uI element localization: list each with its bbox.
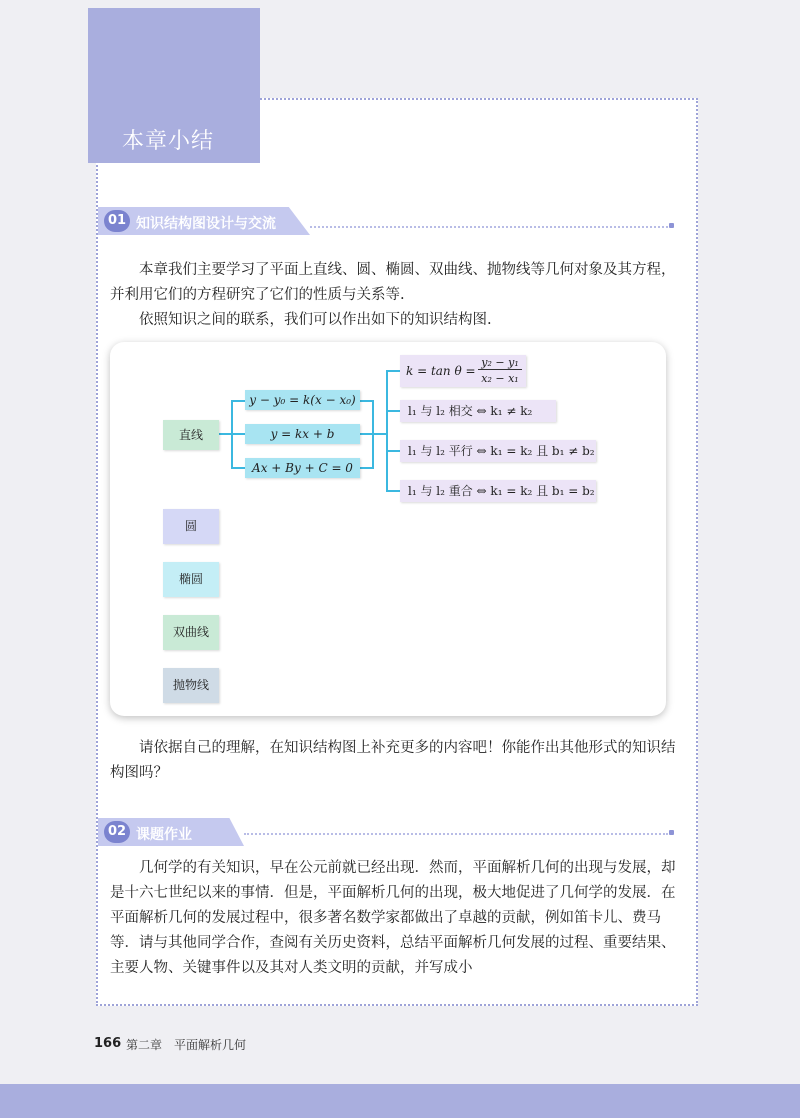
node-lines-intersect: l₁ 与 l₂ 相交 ⇔ k₁ ≠ k₂ (400, 400, 556, 422)
connector (231, 433, 245, 435)
connector (386, 370, 400, 372)
section1-paragraph-2: 依照知识之间的联系，我们可以作出如下的知识结构图. (139, 312, 492, 328)
node-line: 直线 (163, 420, 219, 450)
section2-dot (669, 830, 674, 835)
connector (386, 490, 400, 492)
node-slope-intercept-equation: y = kx + b (245, 424, 360, 444)
section1-paragraph-1: 本章我们主要学习了平面上直线、圆、椭圆、双曲线、抛物线等几何对象及其方程，并利用它们的方程研究了它们的性质与关系等. (110, 262, 676, 303)
slope-formula-denominator: x₂ − x₁ (481, 372, 519, 385)
connector (360, 400, 372, 402)
node-hyperbola: 双曲线 (163, 615, 219, 650)
knowledge-structure-diagram (110, 342, 666, 716)
connector (360, 433, 372, 435)
section1-dot (669, 223, 674, 228)
connector (360, 467, 372, 469)
footer-bar (0, 1084, 800, 1118)
section2-number: 02 (104, 821, 130, 843)
connector (386, 370, 388, 491)
section2-paragraph: 几何学的有关知识，早在公元前就已经出现．然而，平面解析几何的出现与发展，却是十六七世纪以来的事情．但是，平面解析几何的出现，极大地促进了几何学的发展．在平面解析几何的发展过程中，很多著名数学家都做出了卓越的贡献，例如笛卡儿、费马等．请与其他同学合作，查阅有关历史资料，总结平面解析几何发展的过程、重要结果、主要人物、关键事件以及其对人类文明的贡献，并写成小 (110, 860, 676, 976)
connector (386, 450, 400, 452)
node-ellipse: 椭圆 (163, 562, 219, 597)
section1-text (110, 258, 682, 333)
section1-number: 01 (104, 210, 130, 232)
section1-title: 知识结构图设计与交流 (136, 216, 276, 232)
slope-formula-lhs: k = tan θ = (406, 364, 476, 378)
connector (219, 433, 231, 435)
section2-text (110, 856, 682, 998)
node-slope-formula (400, 355, 526, 387)
after-diagram-text (110, 736, 682, 786)
section1-divider (310, 226, 668, 228)
connector (231, 467, 245, 469)
node-general-equation: Ax + By + C = 0 (245, 458, 360, 478)
connector (231, 400, 245, 402)
chapter-footer-title: 第二章 平面解析几何 (126, 1038, 247, 1052)
section2-divider (244, 833, 668, 835)
node-lines-parallel: l₁ 与 l₂ 平行 ⇔ k₁ = k₂ 且 b₁ ≠ b₂ (400, 440, 596, 462)
after-diagram-paragraph: 请依据自己的理解，在知识结构图上补充更多的内容吧！你能作出其他形式的知识结构图吗？ (110, 740, 676, 781)
chapter-summary-title: 本章小结 (122, 129, 215, 154)
page-number: 166 (94, 1036, 122, 1051)
connector (386, 410, 400, 412)
node-parabola: 抛物线 (163, 668, 219, 703)
node-lines-coincide: l₁ 与 l₂ 重合 ⇔ k₁ = k₂ 且 b₁ = b₂ (400, 480, 596, 502)
slope-formula-numerator: y₂ − y₁ (478, 356, 522, 370)
node-circle: 圆 (163, 509, 219, 544)
node-point-slope-equation: y − y₀ = k(x − x₀) (245, 390, 360, 410)
section2-title: 课题作业 (136, 827, 192, 843)
connector (372, 433, 386, 435)
